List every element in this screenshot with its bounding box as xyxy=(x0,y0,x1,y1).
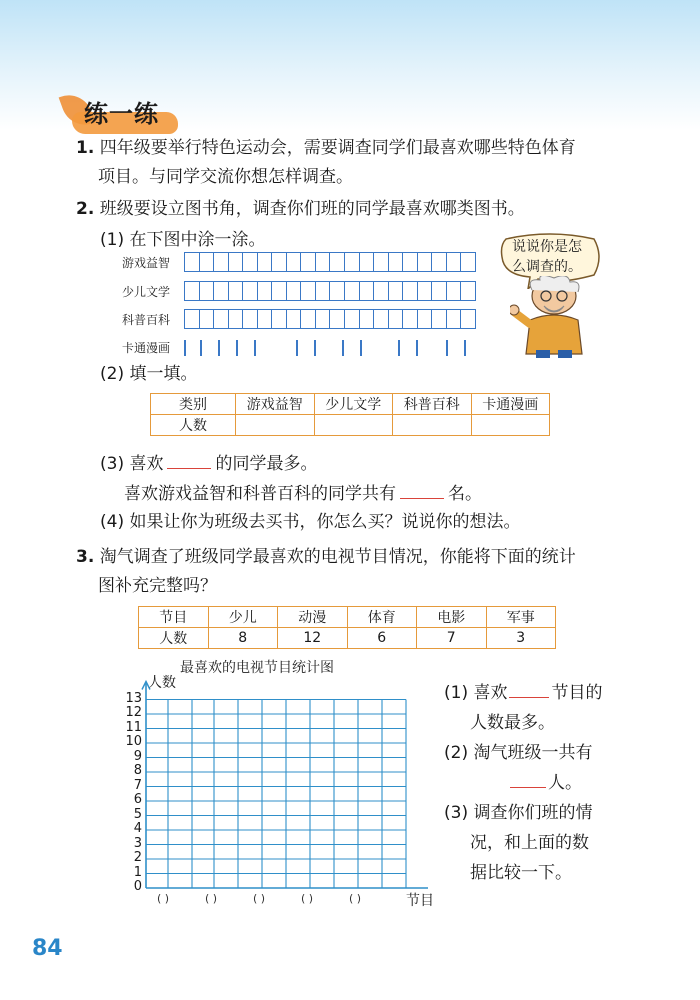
bar-row-label: 少儿文学 xyxy=(122,284,171,299)
table-header: 电影 xyxy=(417,607,487,628)
text: (3) 喜欢 xyxy=(100,454,164,474)
page-number: 84 xyxy=(32,936,63,961)
answer-blank[interactable] xyxy=(509,679,549,698)
y-tick-label: 8 xyxy=(133,763,142,778)
q2-part2: (2) 填一填。 xyxy=(100,364,198,384)
x-category-blank[interactable]: ( ) xyxy=(253,892,266,905)
text: 名。 xyxy=(448,484,482,504)
q2-part4: (4) 如果让你为班级去买书，你怎么买？说说你的想法。 xyxy=(100,512,521,532)
x-category-blank[interactable]: ( ) xyxy=(205,892,218,905)
x-category-blank[interactable]: ( ) xyxy=(349,892,362,905)
y-tick-label: 1 xyxy=(133,864,142,880)
table-header: 卡通漫画 xyxy=(471,394,550,415)
text: 人。 xyxy=(548,773,582,793)
text: 的同学最多。 xyxy=(215,454,318,474)
table-header: 少儿 xyxy=(208,607,278,628)
y-tick-label: 5 xyxy=(133,806,142,822)
question-number: 3. xyxy=(76,547,95,567)
table-cell: 6 xyxy=(347,628,417,649)
table-cell: 7 xyxy=(417,628,487,649)
table-cell: 3 xyxy=(486,628,556,649)
bar-row-label: 科普百科 xyxy=(122,312,171,327)
x-category-blank[interactable]: ( ) xyxy=(301,892,314,905)
side-q3-line3: 据比较一下。 xyxy=(470,863,572,883)
bubble-text-2: 么调查的。 xyxy=(512,259,582,275)
text: 节目的 xyxy=(551,683,603,703)
y-tick-label: 9 xyxy=(133,748,142,764)
question-number: 1. xyxy=(76,138,95,158)
question-text: 淘气调查了班级同学最喜欢的电视节目情况，你能将下面的统计 xyxy=(99,547,576,567)
y-tick-label: 3 xyxy=(133,835,142,851)
x-category-blank[interactable]: ( ) xyxy=(157,892,170,905)
y-tick-label: 13 xyxy=(125,690,142,706)
table-header: 少儿文学 xyxy=(314,394,393,415)
question-1-line2: 项目。与同学交流你想怎样调查。 xyxy=(98,167,353,187)
bubble-text-1: 说说你是怎 xyxy=(512,239,582,255)
side-q1 xyxy=(444,678,602,708)
chart-title: 最喜欢的电视节目统计图 xyxy=(180,660,334,676)
text: 喜欢游戏益智和科普百科的同学共有 xyxy=(124,484,396,504)
y-tick-label: 12 xyxy=(125,705,142,720)
answer-blank[interactable] xyxy=(510,769,546,788)
y-tick-label: 11 xyxy=(125,719,142,735)
side-q2-line2 xyxy=(508,768,582,798)
side-q3: (3) 调查你们班的情 xyxy=(444,803,593,823)
chart-x-label: 节目 xyxy=(406,893,434,909)
side-q2: (2) 淘气班级一共有 xyxy=(444,743,593,763)
y-tick-label: 7 xyxy=(133,777,142,793)
y-tick-label: 6 xyxy=(133,792,142,807)
table-row-label: 人数 xyxy=(151,415,236,436)
y-tick-label: 0 xyxy=(133,879,142,894)
question-number: 2. xyxy=(76,199,95,219)
bar-row-label: 游戏益智 xyxy=(122,255,171,270)
side-q3-line2: 况，和上面的数 xyxy=(470,833,589,853)
y-tick-label: 2 xyxy=(133,850,142,865)
side-q1-line2: 人数最多。 xyxy=(470,713,555,733)
chart-y-label: 人数 xyxy=(148,675,176,691)
table-cell: 8 xyxy=(208,628,278,649)
q2-part1: (1) 在下图中涂一涂。 xyxy=(100,230,266,250)
table-header: 动漫 xyxy=(278,607,348,628)
table-row-label: 人数 xyxy=(139,628,209,649)
question-3-line2: 图补充完整吗？ xyxy=(98,576,217,596)
table-header: 游戏益智 xyxy=(236,394,315,415)
table-cell: 12 xyxy=(278,628,348,649)
y-tick-label: 10 xyxy=(125,734,142,749)
table-header: 科普百科 xyxy=(393,394,472,415)
text: (1) 喜欢 xyxy=(444,683,508,703)
table-header: 节目 xyxy=(139,607,209,628)
y-tick-label: 4 xyxy=(133,821,142,836)
table-header: 体育 xyxy=(347,607,417,628)
bar-row-label: 卡通漫画 xyxy=(122,340,171,355)
table-header: 军事 xyxy=(486,607,556,628)
table-header: 类别 xyxy=(151,394,236,415)
question-text: 四年级要举行特色运动会，需要调查同学们最喜欢哪些特色体育 xyxy=(99,138,576,158)
section-title: 练一练 xyxy=(84,100,159,128)
question-text: 班级要设立图书角，调查你们班的同学最喜欢哪类图书。 xyxy=(99,199,525,219)
